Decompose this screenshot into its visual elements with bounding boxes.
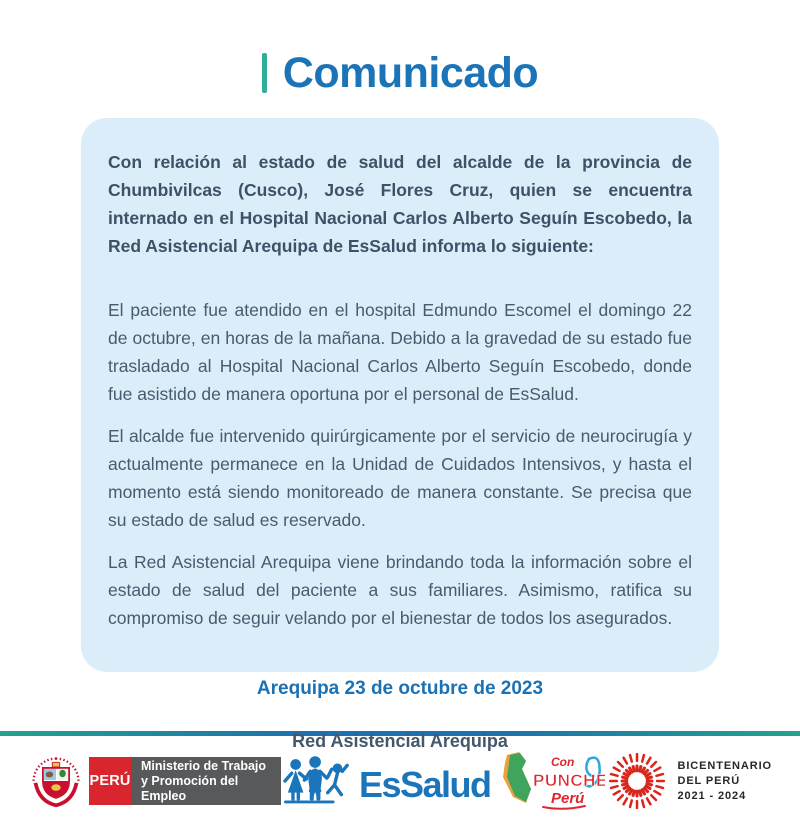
con-punche-peru-logo <box>493 749 605 813</box>
announcement-signature: Red Asistencial Arequipa <box>292 731 508 751</box>
bicentenario-logo <box>606 750 772 812</box>
essalud-logo <box>283 755 491 807</box>
peru-wordmark-box <box>89 757 131 805</box>
peru-coat-of-arms-icon <box>28 753 84 809</box>
announcement-dateline: Arequipa 23 de octubre de 2023 <box>256 678 544 699</box>
bicentenario-line2: DEL PERÚ <box>677 774 741 787</box>
bicentenario-line1: BICENTENARIO <box>677 759 772 772</box>
ministry-name-line1: Ministerio de Trabajo <box>141 758 267 773</box>
svg-text:Con: Con <box>550 755 574 769</box>
announcement-paragraph-1: El paciente fue atendido en el hospital Edmundo Escomel el domingo 22 de octubre, en horas de la mañana. Debido a la gravedad de su estado fue trasladado al Hospital Nacional Carlos Alberto Seguín Escobedo, donde fue asistido de manera oportuna por el personal de EsSalud. <box>108 300 692 404</box>
bicentenario-burst-icon <box>606 750 668 812</box>
svg-text:PUNCHE: PUNCHE <box>532 771 605 790</box>
footer-logos <box>0 749 800 813</box>
announcement-paragraph-2: El alcalde fue intervenido quirúrgicamente por el servicio de neurocirugía y actualmente permanece en la Unidad de Cuidados Intensivos, y hasta el momento está siendo monitoreado de manera constante. Se precisa que su estado de salud es reservado. <box>108 426 692 530</box>
con-punche-artwork <box>493 749 605 813</box>
announcement-box <box>81 118 719 751</box>
announcement-intro: Con relación al estado de salud del alcalde de la provincia de Chumbivilcas (Cusco), José Flores Cruz, quien se encuentra internado en el Hospital Nacional Carlos Alberto Seguín Escobedo, la Red Asistencial Arequipa de EsSalud informa lo siguiente: <box>108 152 692 256</box>
title-accent-bar <box>262 53 267 93</box>
ministry-name-box <box>131 757 281 805</box>
peru-map-icon <box>503 752 531 803</box>
essalud-family-icon <box>283 755 353 807</box>
svg-text:Perú: Perú <box>550 790 584 807</box>
bicentenario-text <box>677 759 772 804</box>
page-title: Comunicado <box>282 48 539 97</box>
essalud-wordmark: EsSalud <box>358 764 491 805</box>
peru-wordmark: PERÚ <box>89 773 131 789</box>
ministry-name-line2: y Promoción del Empleo <box>141 773 239 803</box>
bicentenario-line3: 2021 - 2024 <box>677 789 747 802</box>
ministry-logo <box>28 753 281 809</box>
page-title-row <box>0 0 800 100</box>
announcement-paragraph-3: La Red Asistencial Arequipa viene brindando toda la información sobre el estado de salud del paciente a sus familiares. Asimismo, ratifica su compromiso de seguir velando por el bienestar de todos los asegurados. <box>108 552 692 628</box>
